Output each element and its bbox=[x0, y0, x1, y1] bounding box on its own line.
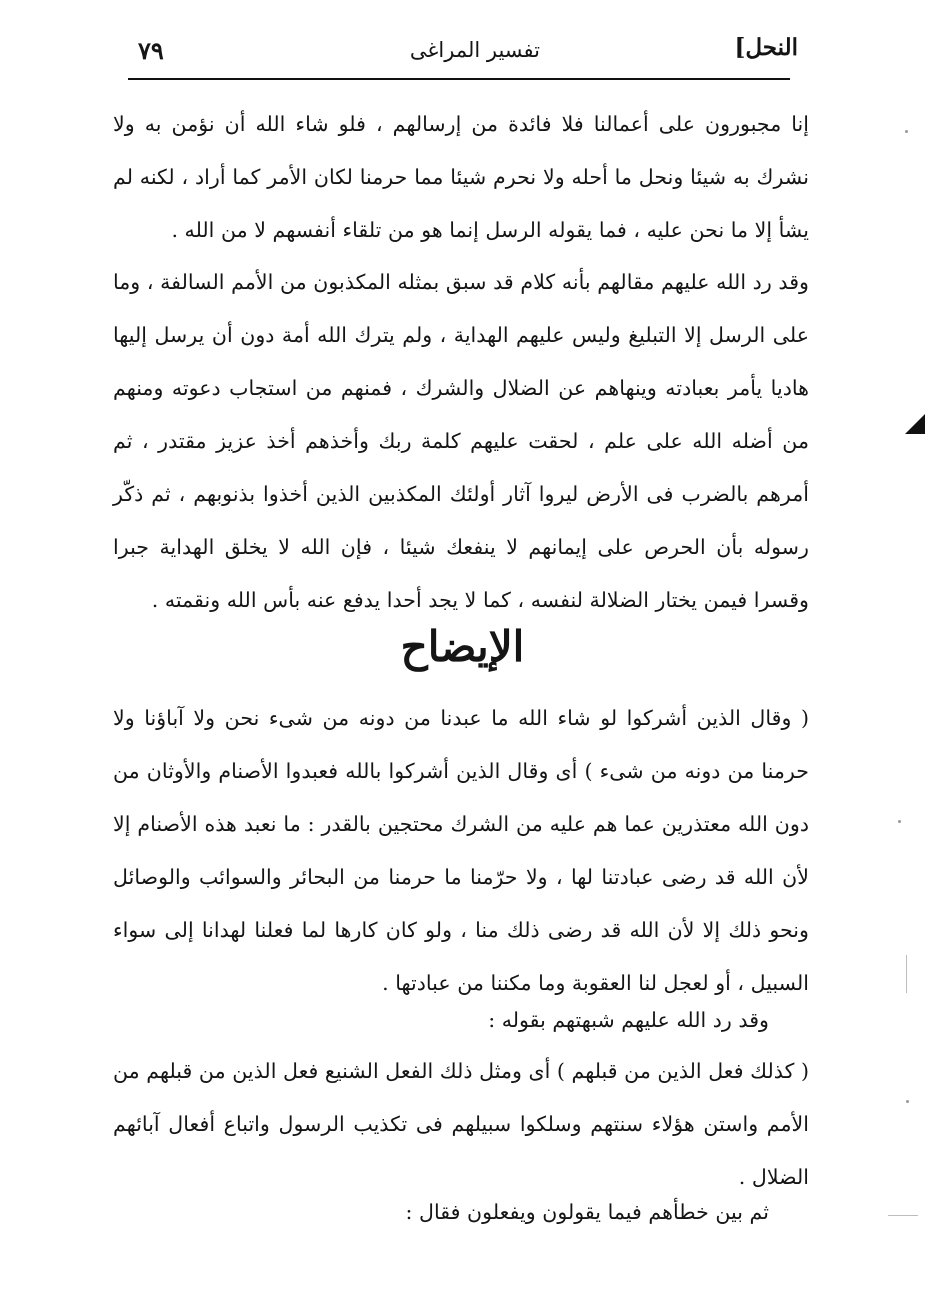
page-edge-mark bbox=[905, 414, 925, 434]
scan-margin-line bbox=[906, 955, 907, 993]
scan-margin-line bbox=[888, 1215, 918, 1216]
paragraph-5: ( كذلك فعل الذين من قبلهم ) أى ومثل ذلك الفعل الشنيع فعل الذين من قبلهم من الأمم واستن هؤلاء سنتهم وسلكوا سبيلهم فى تكذيب الرسول واتباع أفعال آبائهم الضلال . bbox=[113, 1059, 809, 1189]
paragraph-4: وقد رد الله عليهم شبهتهم بقوله : bbox=[488, 1008, 769, 1032]
page-number: ٧٩ bbox=[138, 36, 164, 65]
scan-speck bbox=[906, 1100, 909, 1103]
paragraph-2: وقد رد الله عليهم مقالهم بأنه كلام قد سبق بمثله المكذبون من الأمم السالفة ، وما على الرسل إلا التبليغ وليس عليهم الهداية ، ولم يترك الله أمة دون أن يرسل إليها هاديا يأمر بعبادته وينهاهم عن الضلال والشرك ، فمنهم من استجاب دعوته ومنهم من أضله الله على علم ، لحقت عليهم كلمة ربك وأخذهم أخذ عزيز مقتدر ، ثم أمرهم بالضرب فى الأرض ليروا آثار أولئك المكذبين الذين أخذوا بذنوبهم ، ثم ذكّر رسوله بأن الحرص على إيمانهم لا ينفعك شيئا ، فإن الله لا يخلق الهداية جبرا وقسرا فيمن يختار الضلالة لنفسه ، كما لا يجد أحدا يدفع عنه بأس الله ونقمته . bbox=[113, 270, 809, 612]
section-heading: الإيضاح bbox=[400, 622, 525, 671]
running-title: تفسير المراغى bbox=[409, 38, 540, 62]
paragraph-1: إنا مجبورون على أعمالنا فلا فائدة من إرسالهم ، فلو شاء الله أن نؤمن به ولا نشرك به شيئا ونحل ما أحله ولا نحرم شيئا مما حرمنا لكان الأمر كما أراد ، لكنه لم يشأ إلا ما نحن عليه ، فما يقوله الرسل إنما هو من تلقاء أنفسهم لا من الله . bbox=[113, 112, 809, 242]
scan-speck bbox=[898, 820, 901, 823]
paragraph-6: ثم بين خطأهم فيما يقولون ويفعلون فقال : bbox=[405, 1200, 769, 1224]
surah-name: النحل] bbox=[734, 34, 798, 61]
paragraph-3: ( وقال الذين أشركوا لو شاء الله ما عبدنا من دونه من شىء نحن ولا آباؤنا ولا حرمنا من دونه من شىء ) أى وقال الذين أشركوا بالله فعبدوا الأصنام والأوثان من دون الله معتذرين عما هم عليه من الشرك محتجين بالقدر : ما نعبد هذه الأصنام إلا لأن الله قد رضى عبادتنا لها ، ولا حرّمنا ما حرمنا من البحائر والسوائب والوصائل ونحو ذلك إلا لأن الله قد رضى ذلك منا ، ولو كان كارها لما فعلنا لهدانا إلى سواء السبيل ، أو لعجل لنا العقوبة وما مكننا من عبادتها . bbox=[113, 706, 809, 995]
scan-speck bbox=[905, 130, 908, 133]
page-header bbox=[128, 26, 798, 82]
header-rule bbox=[128, 78, 790, 80]
